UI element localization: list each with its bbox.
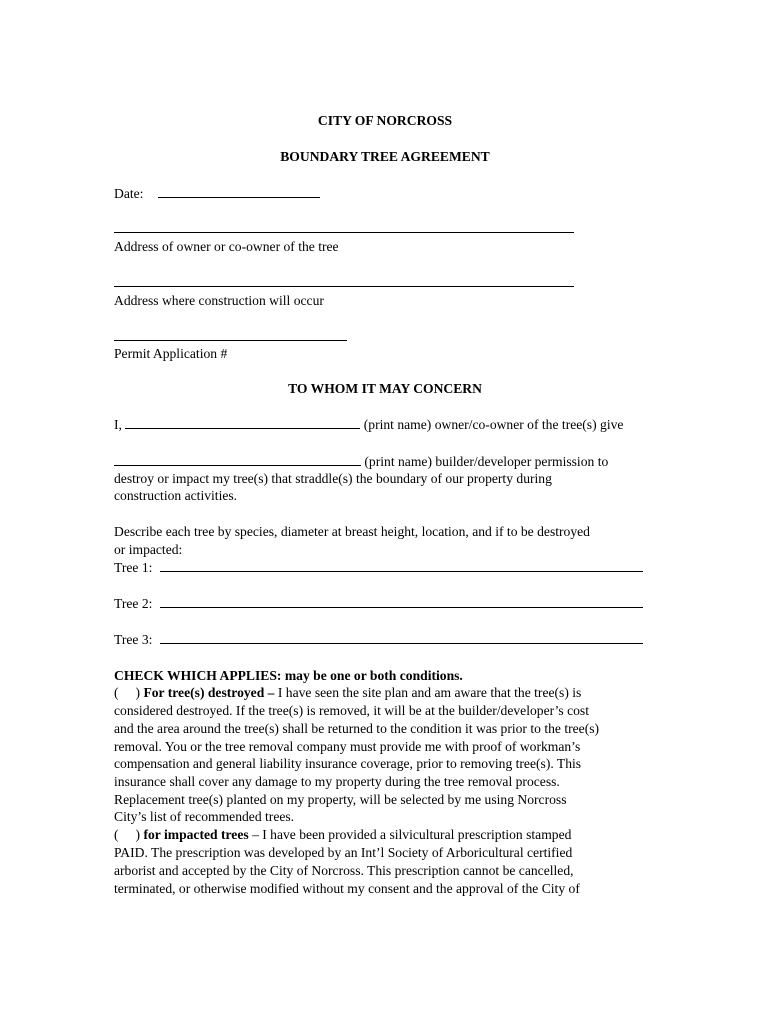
describe-instructions-line-2: or impacted: [114, 542, 183, 557]
describe-instructions-line-1: Describe each tree by species, diameter at breast height, location, and if to be destroyed [114, 524, 590, 539]
builder-name-field-line[interactable] [114, 454, 361, 466]
destroyed-checkbox[interactable]: ( ) [114, 685, 141, 700]
statement-line-1 [114, 416, 623, 434]
tree-3-field-line[interactable] [160, 643, 643, 644]
statement-line-2 [114, 453, 608, 471]
tree-3-label: Tree 3: [114, 632, 153, 647]
condition-destroyed-line-1 [114, 684, 581, 702]
builder-name-suffix: (print name) builder/developer permission to [364, 454, 609, 469]
impacted-label: for impacted trees [143, 827, 249, 842]
impacted-text-line: terminated, or otherwise modified without my consent and the approval of the City of [114, 881, 580, 896]
statement-line-4: construction activities. [114, 488, 238, 503]
destroyed-label: For tree(s) destroyed – [143, 685, 275, 700]
destroyed-text-line: removal. You or the tree removal company must provide me with proof of workman’s [114, 739, 581, 754]
owner-name-suffix: (print name) owner/co-owner of the tree(s) give [363, 417, 624, 432]
permit-label: Permit Application # [114, 346, 228, 361]
destroyed-text-first-line: I have seen the site plan and am aware that the tree(s) is [277, 685, 582, 700]
destroyed-text-line: considered destroyed. If the tree(s) is removed, it will be at the builder/developer’s cost [114, 703, 589, 718]
tree-1-field-line[interactable] [160, 571, 643, 572]
impacted-text-first-line: – I have been provided a silvicultural prescription stamped [252, 827, 572, 842]
impacted-text-line: PAID. The prescription was developed by an Int’l Society of Arboricultural certified [114, 845, 573, 860]
construction-address-label: Address where construction will occur [114, 293, 324, 308]
destroyed-text-line: City’s list of recommended trees. [114, 809, 295, 824]
destroyed-text-line: Replacement tree(s) planted on my property, will be selected by me using Norcross [114, 792, 567, 807]
destroyed-text-line: insurance shall cover any damage to my property during the tree removal process. [114, 774, 560, 789]
owner-address-field-line[interactable] [114, 232, 574, 233]
impacted-text-line: arborist and accepted by the City of Norcross. This prescription cannot be cancelled, [114, 863, 574, 878]
city-heading: CITY OF NORCROSS [317, 113, 453, 128]
statement-prefix: I, [114, 417, 122, 432]
owner-address-label: Address of owner or co-owner of the tree [114, 239, 339, 254]
tree-2-field-line[interactable] [160, 607, 643, 608]
owner-name-field-line[interactable] [125, 417, 360, 429]
document-title: BOUNDARY TREE AGREEMENT [280, 149, 490, 164]
date-label: Date: [114, 186, 144, 201]
salutation-heading: TO WHOM IT MAY CONCERN [288, 381, 482, 396]
statement-line-3: destroy or impact my tree(s) that straddle(s) the boundary of our property during [114, 471, 552, 486]
permit-field-line[interactable] [114, 340, 347, 341]
conditions-heading: CHECK WHICH APPLIES: may be one or both conditions. [114, 668, 463, 683]
impacted-checkbox[interactable]: ( ) [114, 827, 141, 842]
tree-1-label: Tree 1: [114, 560, 153, 575]
condition-impacted-line-1 [114, 826, 571, 844]
date-field-line[interactable] [158, 197, 320, 198]
destroyed-text-line: and the area around the tree(s) shall be returned to the condition it was prior to the tree(s) [114, 721, 600, 736]
tree-2-label: Tree 2: [114, 596, 153, 611]
construction-address-field-line[interactable] [114, 286, 574, 287]
destroyed-text-line: compensation and general liability insurance coverage, prior to removing tree(s). This [114, 756, 582, 771]
